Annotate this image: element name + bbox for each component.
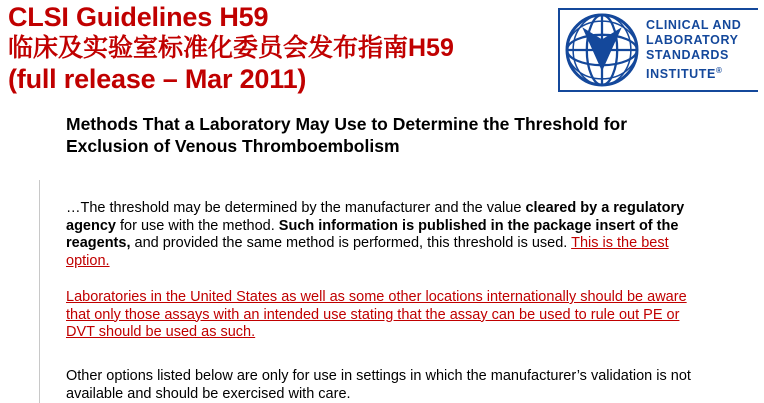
title-line-chinese: 临床及实验室标准化委员会发布指南H59 — [8, 34, 454, 62]
logo-line-4-text: INSTITUTE — [646, 67, 716, 82]
subtitle: Methods That a Laboratory May Use to Determine the Threshold for Exclusion of Venous Thromboembolism — [66, 114, 628, 156]
logo-line-4 — [646, 63, 741, 82]
registered-mark: ® — [715, 65, 723, 75]
paragraph-us-laboratories: Laboratories in the United States as well as some other locations internationally should be aware that only those assays with an intended use stating that the assay can be used to rule out PE or DVT should be used as such. — [66, 289, 687, 340]
p1-text-2: for use with the method. — [115, 217, 279, 234]
p1-bold-1: cleared by a regulatory agency — [66, 200, 685, 234]
paragraph-other-options: Other options listed below are only for use in settings in which the manufacturer’s validation is not available and should be exercised with care. — [66, 368, 691, 402]
globe-icon — [564, 12, 640, 88]
clsi-logo — [558, 8, 758, 92]
p1-bold-2: Such information is published in the package insert of the reagents, — [66, 217, 679, 251]
paragraph-threshold — [66, 200, 696, 270]
title-line-english: CLSI Guidelines H59 — [8, 2, 269, 32]
logo-line-2: LABORATORY — [646, 32, 739, 47]
title-line-release: (full release – Mar 2011) — [8, 64, 307, 94]
p1-highlight: This is the best option. — [66, 235, 669, 269]
logo-line-1: CLINICAL AND — [646, 17, 742, 32]
clsi-logo-text — [646, 18, 741, 82]
p1-text-1: …The threshold may be determined by the manufacturer and the value — [66, 200, 526, 216]
left-divider — [39, 180, 40, 403]
p1-text-3: and provided the same method is performed, this threshold is used. — [130, 235, 572, 251]
title-block — [8, 2, 548, 95]
logo-line-3: STANDARDS — [646, 47, 729, 62]
